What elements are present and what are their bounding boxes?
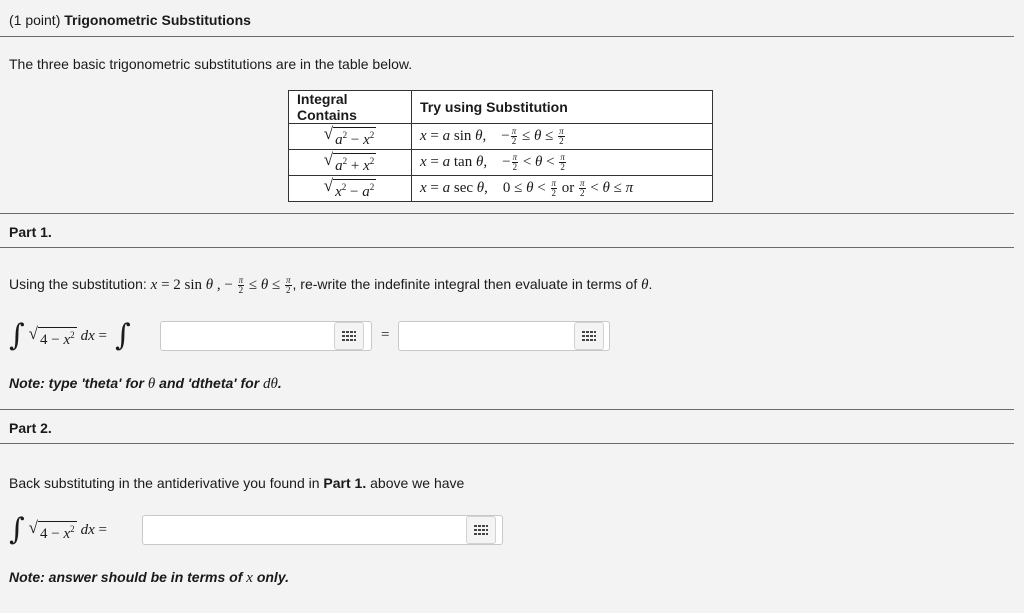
substitution-table	[288, 90, 713, 202]
keypad-icon	[474, 525, 488, 536]
table-header-contains: Integral Contains	[289, 91, 412, 124]
integral-sign-icon: ∫	[9, 512, 25, 547]
part1-integral-expression: ∫ √ $4 - x^2$ dx = ∫	[9, 318, 131, 353]
table-cell-substitution: x = a sec θ, 0 ≤ θ < $\frac{\pi}{2}$ or $\frac{\pi}{2}$ < θ ≤ π	[412, 176, 713, 202]
keypad-icon	[582, 331, 596, 342]
part2-prompt: Back substituting in the antiderivative you found in Part 1. above we have	[9, 475, 465, 491]
table-row	[289, 176, 713, 202]
part1-note: Note: type 'theta' for θ and 'dtheta' for dθ.	[9, 375, 282, 392]
divider	[0, 213, 1014, 214]
divider	[0, 409, 1014, 410]
intro-text: The three basic trigonometric substitutions are in the table below.	[9, 56, 413, 72]
table-header-row	[289, 91, 713, 124]
table-header-substitution: Try using Substitution	[412, 91, 713, 124]
part1-prompt: Using the substitution: x = 2 sin θ , − $\frac{\pi}{2}$ ≤ θ ≤ $\frac{\pi}{2}$ , re-write the indefinite integral then evaluate in terms of θ.	[9, 275, 653, 296]
problem-header	[9, 12, 251, 28]
keypad-button[interactable]	[334, 322, 364, 350]
part2-note: Note: answer should be in terms of x only.	[9, 569, 289, 586]
table-cell-contains: √ $a^2 + x^2$	[289, 150, 412, 176]
problem-title: Trigonometric Substitutions	[64, 12, 251, 28]
substitution-expression: x = 2 sin θ , − $\frac{\pi}{2}$ ≤ θ ≤ $\frac{\pi}{2}$	[150, 275, 291, 296]
divider	[0, 36, 1014, 37]
table-cell-substitution: x = a sin θ, − $\frac{\pi}{2}$ ≤ θ ≤ $\frac{\pi}{2}$	[412, 124, 713, 150]
points-label: (1 point)	[9, 12, 61, 28]
keypad-icon	[342, 331, 356, 342]
part2-integral-expression: ∫ √ $4 - x^2$ dx =	[9, 512, 108, 547]
table-row	[289, 150, 713, 176]
keypad-button[interactable]	[466, 516, 496, 544]
keypad-button[interactable]	[574, 322, 604, 350]
integral-sign-icon: ∫	[115, 318, 131, 353]
part1-label: Part 1.	[9, 224, 52, 240]
integral-sign-icon: ∫	[9, 318, 25, 353]
divider	[0, 247, 1014, 248]
part2-label: Part 2.	[9, 420, 52, 436]
table-cell-substitution: x = a tan θ, − $\frac{\pi}{2}$ < θ < $\frac{\pi}{2}$	[412, 150, 713, 176]
part2-answer-input[interactable]	[142, 515, 503, 545]
divider	[0, 443, 1014, 444]
equals-sign: =	[381, 327, 390, 343]
table-cell-contains: √ $a^2 - x^2$	[289, 124, 412, 150]
table-cell-contains: √ $x^2 - a^2$	[289, 176, 412, 202]
table-row	[289, 124, 713, 150]
